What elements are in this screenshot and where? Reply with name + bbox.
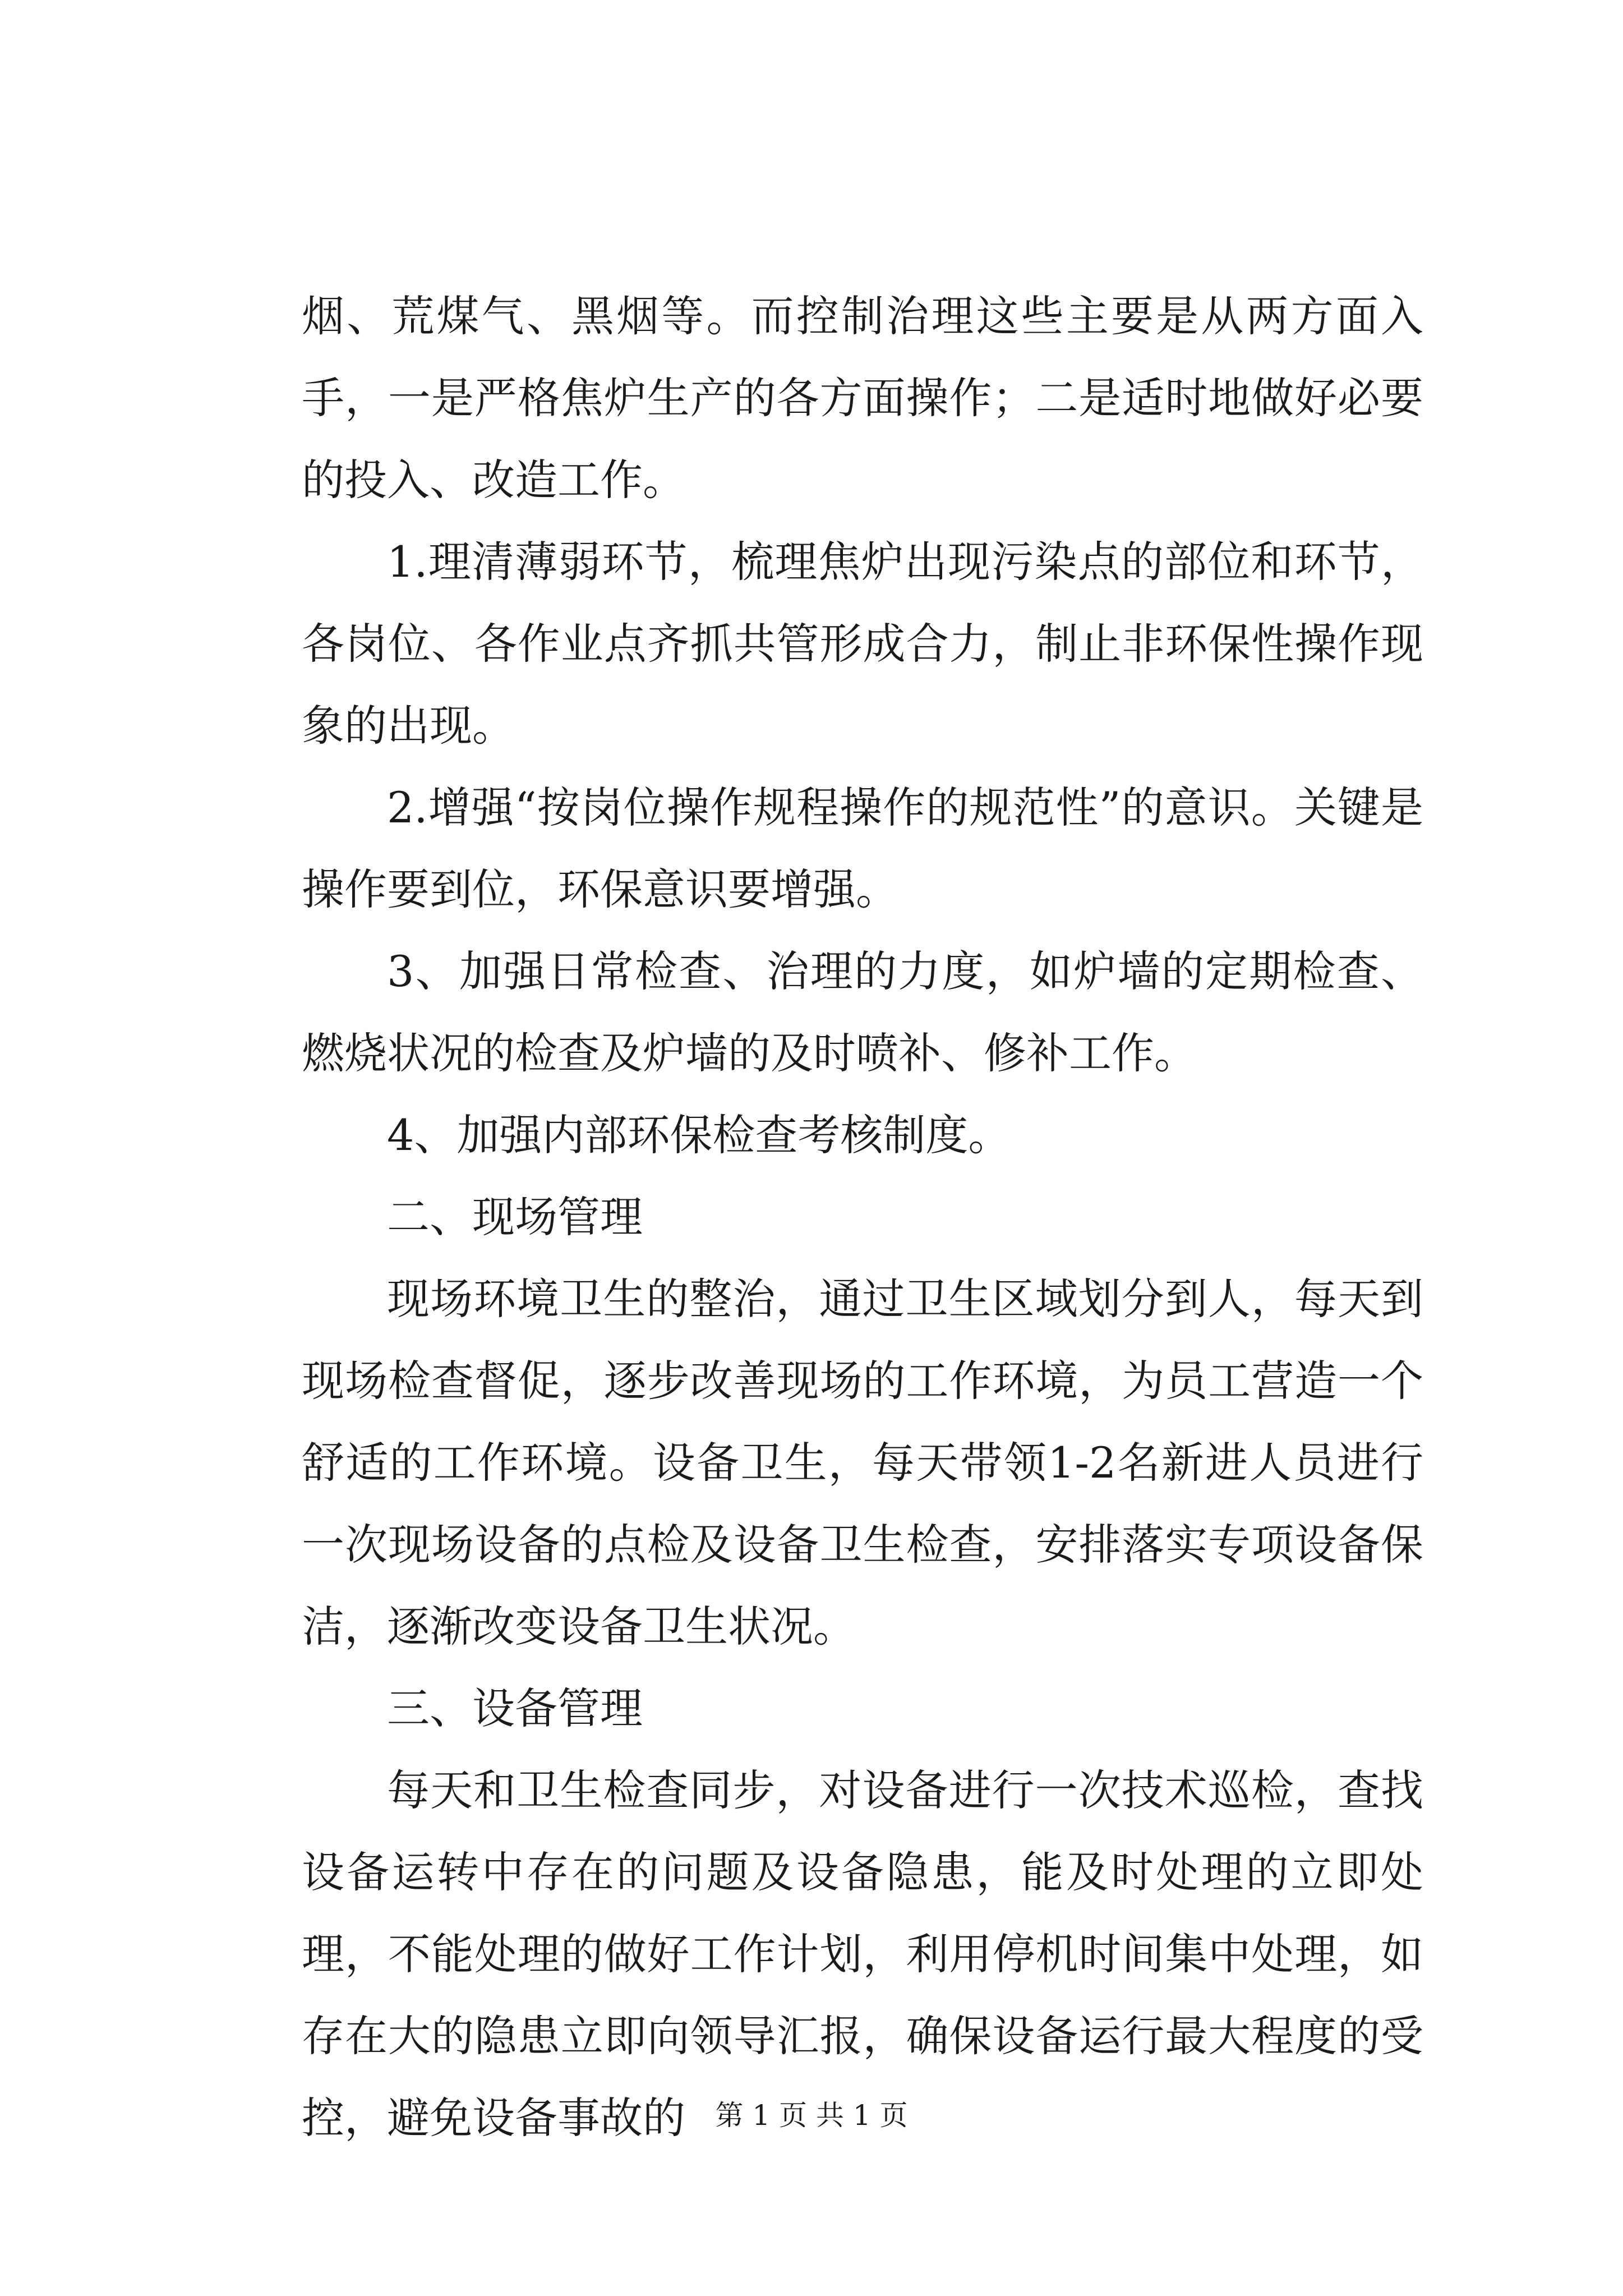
paragraph-item-4: 4、加强内部环保检查考核制度。: [387, 1110, 1011, 1160]
paragraph-site-management: 现场环境卫生的整治，通过卫生区域划分到人，每天到现场检查督促，逐步改善现场的工作环境，为员工营造一个舒适的工作环境。设备卫生，每天带领1-2名新进人员进行一次现场设备的点检及设备卫生检查，安排落实专项设备保洁，逐渐改变设备卫生状况。: [302, 1274, 1423, 1651]
section-heading-equipment-management: 三、设备管理: [387, 1683, 643, 1733]
document-body: [302, 275, 1423, 2159]
paragraph-continuation: 烟、荒煤气、黑烟等。而控制治理这些主要是从两方面入手，一是严格焦炉生产的各方面操作；二是适时地做好必要的投入、改造工作。: [302, 291, 1423, 505]
paragraph-item-2: 2.增强“按岗位操作规程操作的规范性”的意识。关键是操作要到位，环保意识要增强。: [302, 783, 1423, 914]
page-number-footer: 第 1 页 共 1 页: [715, 2099, 908, 2132]
section-heading-site-management: 二、现场管理: [387, 1192, 643, 1242]
paragraph-item-3: 3、加强日常检查、治理的力度，如炉墙的定期检查、燃烧状况的检查及炉墙的及时喷补、修补工作。: [302, 946, 1423, 1078]
paragraph-equipment-management: 每天和卫生检查同步，对设备进行一次技术巡检，查找设备运转中存在的问题及设备隐患，能及时处理的立即处理，不能处理的做好工作计划，利用停机时间集中处理，如存在大的隐患立即向领导汇报，确保设备运行最大程度的受控，避免设备事故的: [302, 1765, 1423, 2143]
paragraph-item-1: 1.理清薄弱环节，梳理焦炉出现污染点的部位和环节，各岗位、各作业点齐抓共管形成合力，制止非环保性操作现象的出现。: [302, 537, 1423, 751]
